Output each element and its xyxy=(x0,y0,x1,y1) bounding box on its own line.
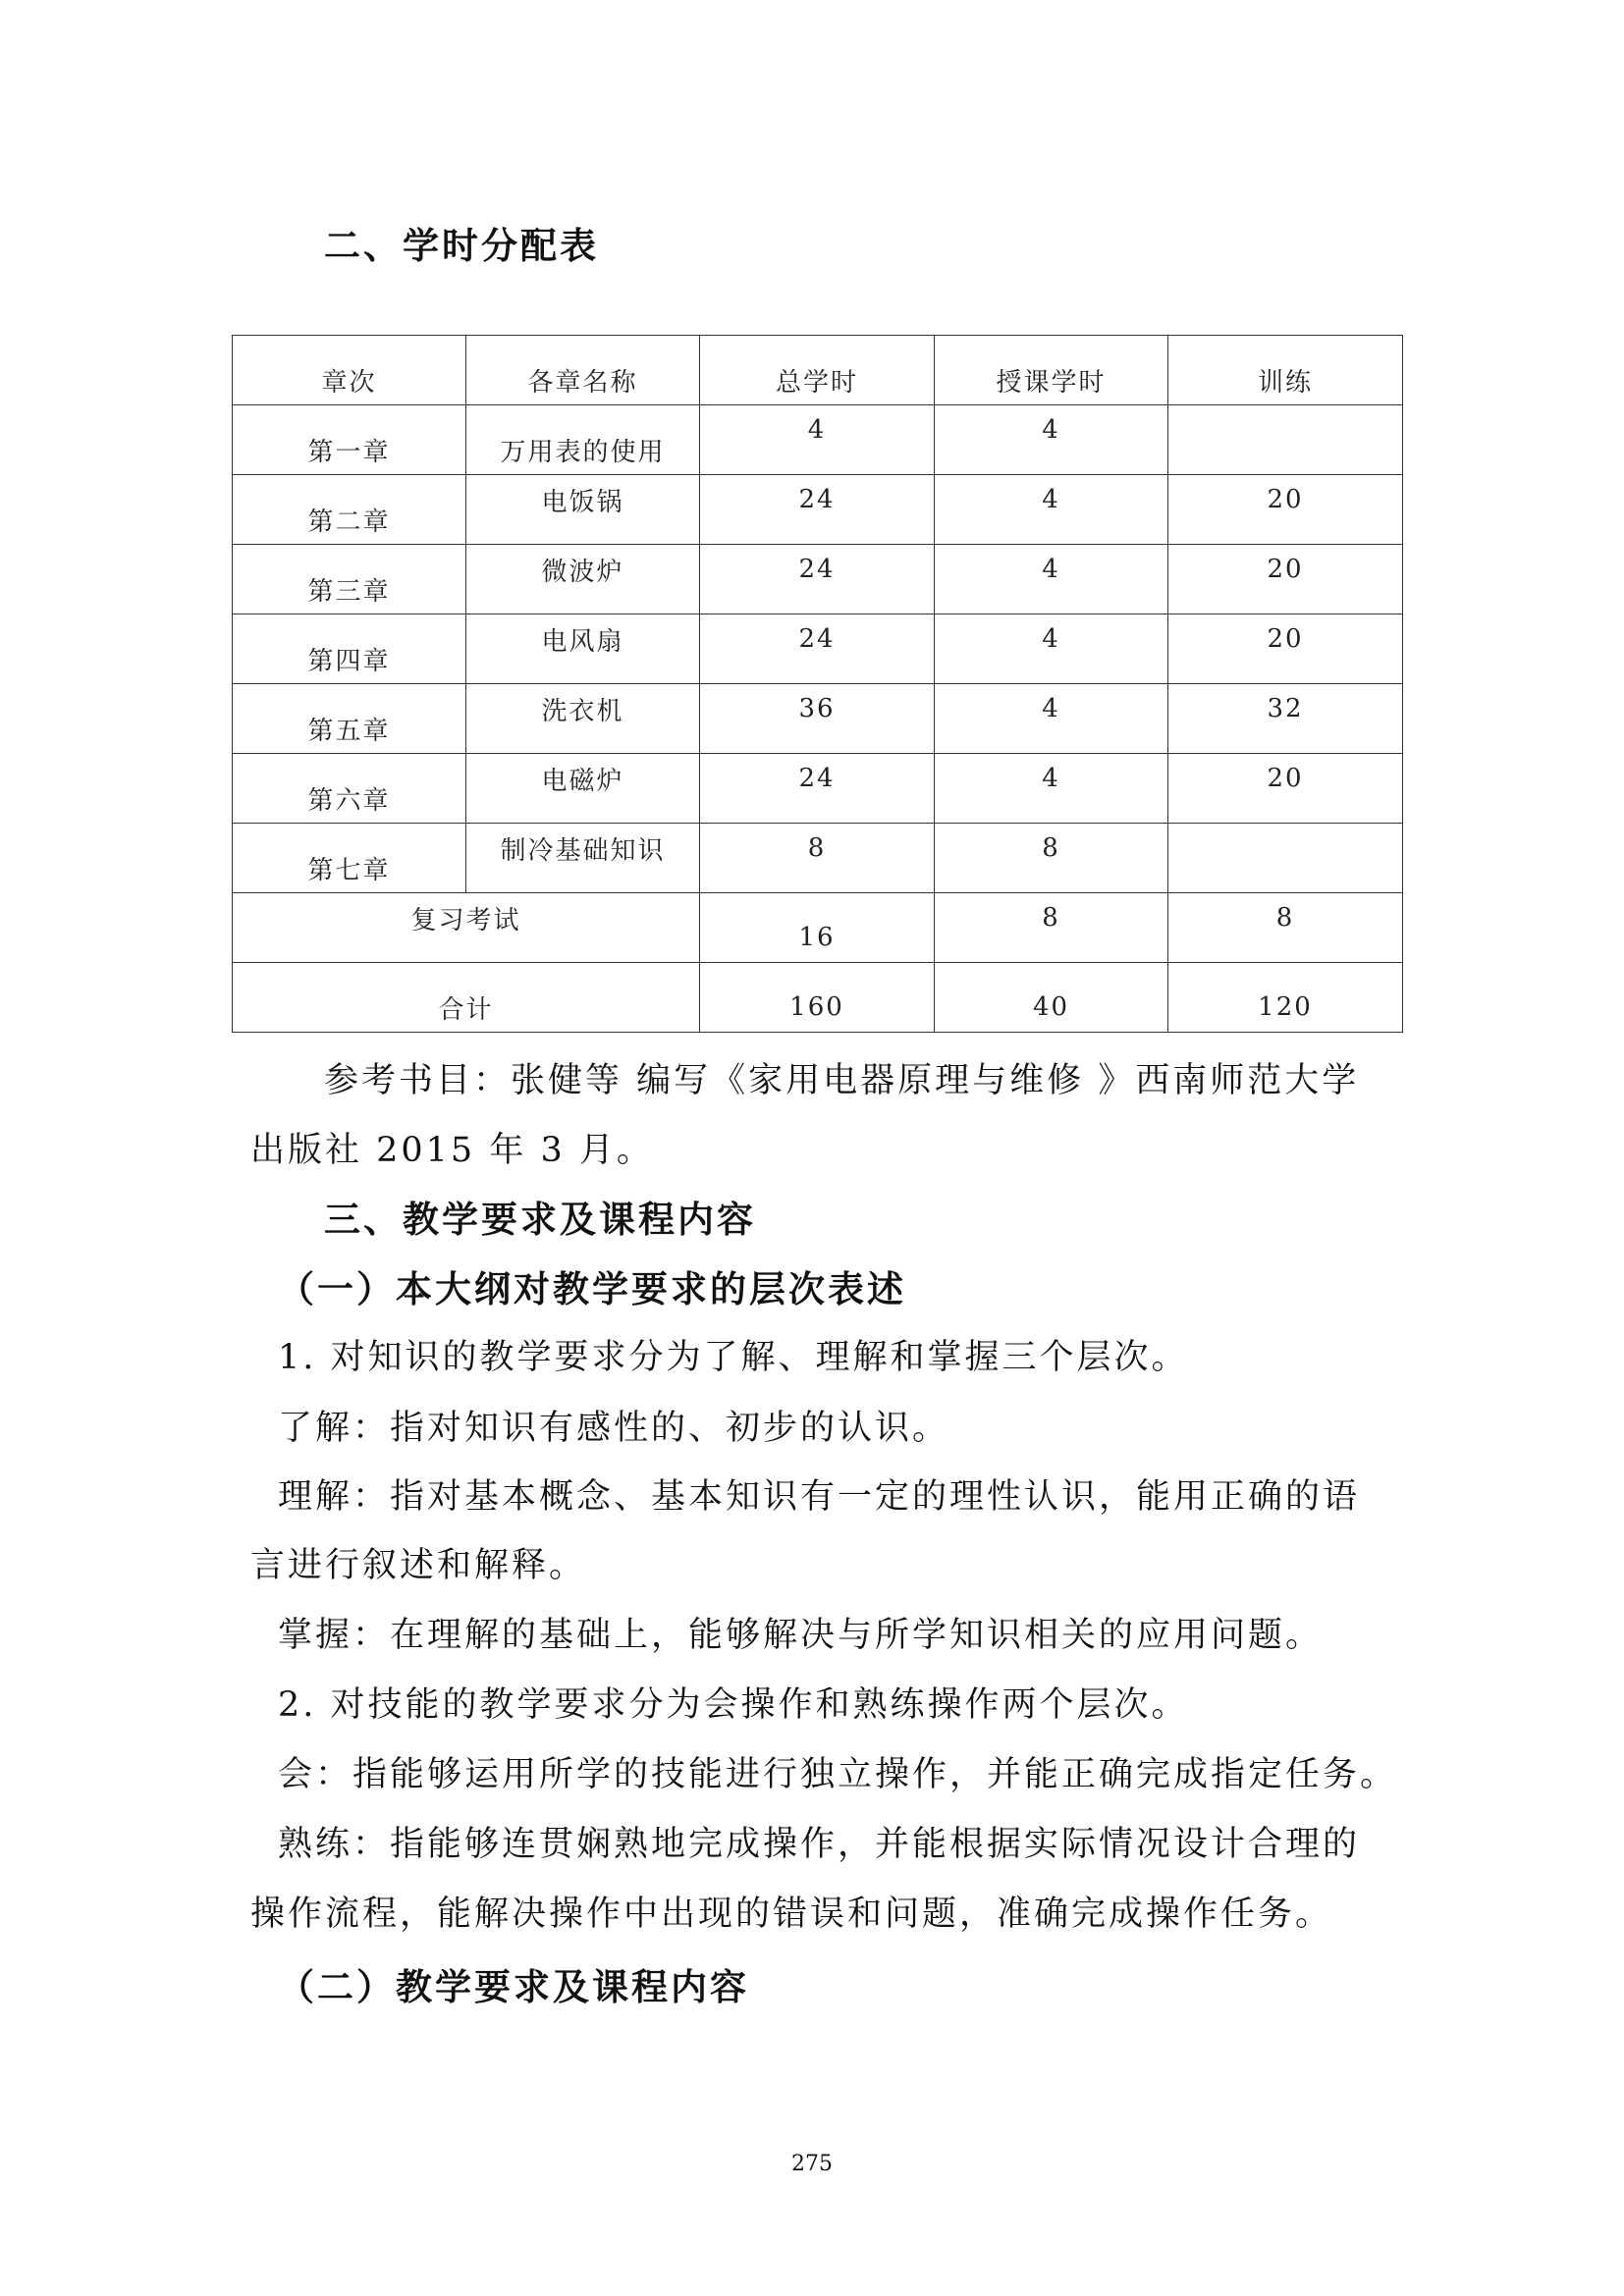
table-row xyxy=(233,614,1403,684)
header-chapter: 章次 xyxy=(233,336,466,405)
subsection-1-title: （一）本大纲对教学要求的层次表述 xyxy=(278,1268,906,1310)
def-lijie-line-2: 言进行叙述和解释。 xyxy=(250,1546,587,1585)
cell-review-training: 8 xyxy=(1168,893,1403,963)
table-row xyxy=(233,684,1403,754)
cell-lecture: 8 xyxy=(935,824,1168,893)
cell-chapter: 第五章 xyxy=(233,684,466,754)
cell-lecture: 4 xyxy=(935,475,1168,545)
cell-name: 电饭锅 xyxy=(466,475,700,545)
cell-total: 36 xyxy=(700,684,935,754)
cell-name: 洗衣机 xyxy=(466,684,700,754)
cell-sum-label: 合计 xyxy=(233,963,700,1033)
cell-sum-lecture: 40 xyxy=(935,963,1168,1033)
cell-training: 20 xyxy=(1168,754,1403,824)
def-zhangwo: 掌握：在理解的基础上，能够解决与所学知识相关的应用问题。 xyxy=(278,1616,1324,1655)
cell-chapter: 第七章 xyxy=(233,824,466,893)
table-row xyxy=(233,754,1403,824)
cell-review-lecture: 8 xyxy=(935,893,1168,963)
table-row xyxy=(233,824,1403,893)
cell-total: 24 xyxy=(700,545,935,614)
knowledge-levels: 1. 对知识的教学要求分为了解、理解和掌握三个层次。 xyxy=(278,1338,1189,1377)
cell-chapter: 第六章 xyxy=(233,754,466,824)
cell-training xyxy=(1168,405,1403,475)
cell-review-total: 16 xyxy=(700,893,935,963)
subsection-2-title: （二）教学要求及课程内容 xyxy=(278,1966,749,2008)
cell-name: 微波炉 xyxy=(466,545,700,614)
table-row xyxy=(233,475,1403,545)
cell-name: 电风扇 xyxy=(466,614,700,684)
cell-total: 24 xyxy=(700,614,935,684)
section-2-title: 二、学时分配表 xyxy=(324,225,599,267)
cell-chapter: 第二章 xyxy=(233,475,466,545)
cell-lecture: 4 xyxy=(935,405,1168,475)
header-lecture: 授课学时 xyxy=(935,336,1168,405)
table-row xyxy=(233,405,1403,475)
cell-name: 电磁炉 xyxy=(466,754,700,824)
header-name: 各章名称 xyxy=(466,336,700,405)
header-total: 总学时 xyxy=(700,336,935,405)
cell-sum-total: 160 xyxy=(700,963,935,1033)
table-row xyxy=(233,545,1403,614)
def-shulian-line-2: 操作流程，能解决操作中出现的错误和问题，准确完成操作任务。 xyxy=(250,1895,1333,1934)
def-shulian-line-1: 熟练：指能够连贯娴熟地完成操作，并能根据实际情况设计合理的 xyxy=(278,1825,1361,1864)
cell-training: 20 xyxy=(1168,475,1403,545)
cell-total: 4 xyxy=(700,405,935,475)
cell-review-label: 复习考试 xyxy=(233,893,700,963)
cell-lecture: 4 xyxy=(935,614,1168,684)
cell-total: 24 xyxy=(700,475,935,545)
cell-training: 32 xyxy=(1168,684,1403,754)
cell-sum-training: 120 xyxy=(1168,963,1403,1033)
cell-total: 24 xyxy=(700,754,935,824)
skill-levels: 2. 对技能的教学要求分为会操作和熟练操作两个层次。 xyxy=(278,1685,1189,1725)
cell-training xyxy=(1168,824,1403,893)
cell-training: 20 xyxy=(1168,545,1403,614)
reference-line-1: 参考书目：张健等 编写《家用电器原理与维修 》西南师范大学 xyxy=(324,1061,1360,1100)
table-row-sum xyxy=(233,963,1403,1033)
hours-allocation-table xyxy=(232,335,1403,1033)
header-training: 训练 xyxy=(1168,336,1403,405)
table-header-row xyxy=(233,336,1403,405)
cell-name: 制冷基础知识 xyxy=(466,824,700,893)
def-hui: 会：指能够运用所学的技能进行独立操作，并能正确完成指定任务。 xyxy=(278,1755,1398,1794)
cell-lecture: 4 xyxy=(935,754,1168,824)
reference-line-2: 出版社 2015 年 3 月。 xyxy=(250,1131,654,1170)
table-row-review xyxy=(233,893,1403,963)
page-number: 275 xyxy=(791,2152,833,2176)
cell-training: 20 xyxy=(1168,614,1403,684)
cell-chapter: 第四章 xyxy=(233,614,466,684)
cell-chapter: 第三章 xyxy=(233,545,466,614)
cell-lecture: 4 xyxy=(935,684,1168,754)
def-liaojie: 了解：指对知识有感性的、初步的认识。 xyxy=(278,1409,950,1448)
cell-name: 万用表的使用 xyxy=(466,405,700,475)
def-lijie-line-1: 理解：指对基本概念、基本知识有一定的理性认识，能用正确的语 xyxy=(278,1477,1361,1517)
cell-total: 8 xyxy=(700,824,935,893)
cell-lecture: 4 xyxy=(935,545,1168,614)
cell-chapter: 第一章 xyxy=(233,405,466,475)
section-3-title: 三、教学要求及课程内容 xyxy=(324,1199,756,1241)
